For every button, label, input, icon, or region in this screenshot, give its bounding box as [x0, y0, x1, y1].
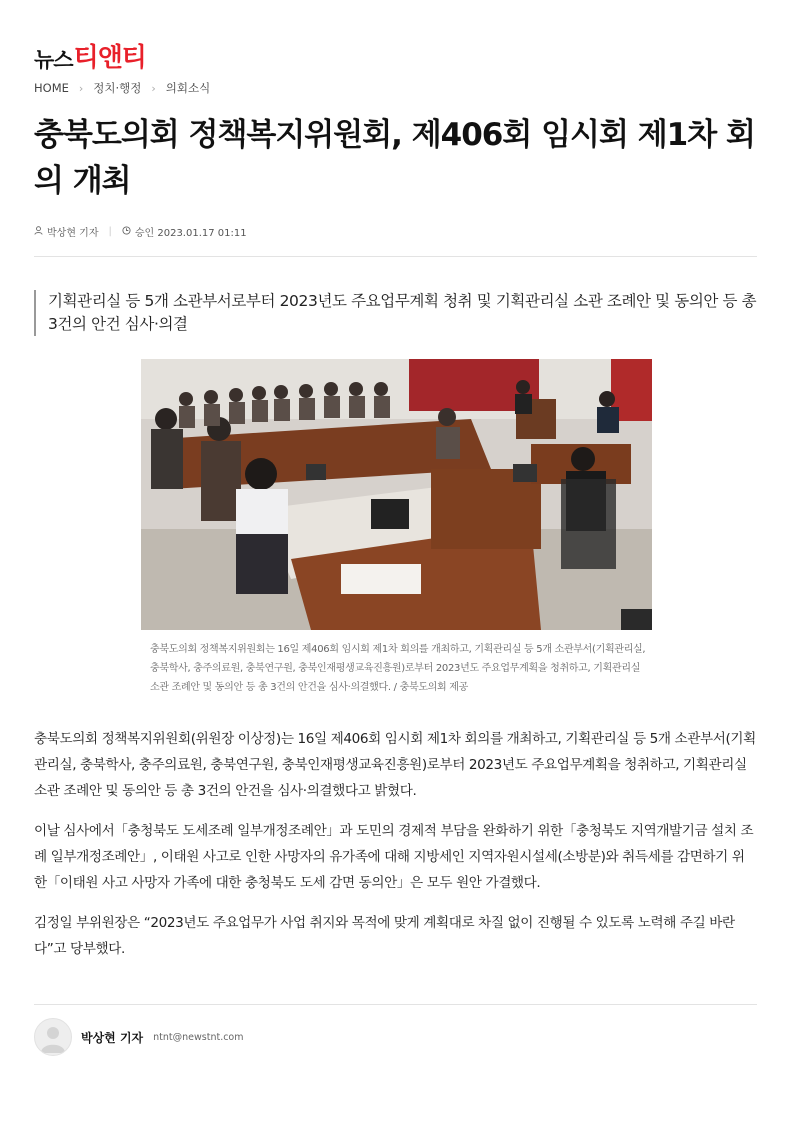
site-logo[interactable]: [34, 40, 146, 74]
logo-text-news: 뉴스: [34, 48, 73, 72]
avatar[interactable]: [34, 1018, 72, 1056]
article-photo[interactable]: [141, 359, 652, 630]
meeting-photo-illustration: [141, 359, 652, 630]
author-box: [34, 1018, 244, 1056]
article-paragraph-1: 충북도의회 정책복지위원회(위원장 이상정)는 16일 제406회 임시회 제1차 회의를 개최하고, 기획관리실 등 5개 소관부서(기획관리실, 충북학사, 충주의료원, 충북연구원, 충북인재평생교육진흥원)로부터 2023년도 주요업무계획을 청취하고, 기획관리실 소관 조례안 및 동의안 등 총 3건의 안건을 심사·의결했다고 밝혔다.: [34, 731, 756, 799]
photo-caption: 충북도의회 정책복지위원회는 16일 제406회 임시회 제1차 회의를 개최하고, 기획관리실 등 5개 소관부서(기획관리실, 충북학사, 충주의료원, 충북연구원, 충북인재평생교육진흥원)로부터 2023년도 주요업무계획을 청취하고, 기획관리실 소관 조례안 및 동의안 등 총 3건의 안건을 심사·의결했다. / 충북도의회 제공: [150, 644, 646, 693]
breadcrumb: [34, 80, 210, 96]
article-paragraph-2: 이날 심사에서「충청북도 도세조례 일부개정조례안」과 도민의 경제적 부담을 완화하기 위한「충청북도 지역개발기금 설치 조례 일부개정조례안」, 이태원 사고로 인한 사망자의 유가족에 대해 지방세인 지역자원시설세(소방분)와 취득세를 감면하기 위한「이태원 사고 사망자 가족에 대한 충청북도 도세 감면 동의안」은 모두 원안 가결했다.: [34, 823, 754, 891]
article-title: 충북도의회 정책복지위원회, 제406회 임시회 제1차 회의 개최: [34, 117, 755, 199]
logo-text-tnt: 티앤티: [73, 43, 146, 73]
breadcrumb-politics[interactable]: 정치·행정: [93, 81, 142, 95]
breadcrumb-council-news[interactable]: 의회소식: [165, 81, 211, 95]
author-email[interactable]: ntnt@newstnt.com: [153, 1031, 244, 1043]
chevron-right-icon: ›: [151, 81, 156, 95]
article-date: 승인 2023.01.17 01:11: [134, 228, 247, 239]
divider-bottom: [34, 1004, 757, 1005]
person-icon: [34, 226, 43, 238]
author-name[interactable]: 박상현 기자: [81, 1030, 144, 1045]
article-summary: 기획관리실 등 5개 소관부서로부터 2023년도 주요업무계획 청취 및 기획관리실 소관 조례안 및 동의안 등 총 3건의 안건 심사·의결: [34, 290, 757, 336]
article-meta: [34, 224, 247, 239]
clock-icon: [122, 226, 131, 238]
chevron-right-icon: ›: [78, 81, 84, 95]
article-author[interactable]: 박상현 기자: [47, 228, 99, 239]
breadcrumb-home[interactable]: HOME: [34, 81, 69, 95]
meta-divider: |: [108, 226, 112, 237]
divider-top: [34, 256, 757, 257]
article-paragraph-3: 김정일 부위원장은 “2023년도 주요업무가 사업 취지와 목적에 맞게 계획대로 차질 없이 진행될 수 있도록 노력해 주길 바란다”고 당부했다.: [34, 915, 735, 957]
